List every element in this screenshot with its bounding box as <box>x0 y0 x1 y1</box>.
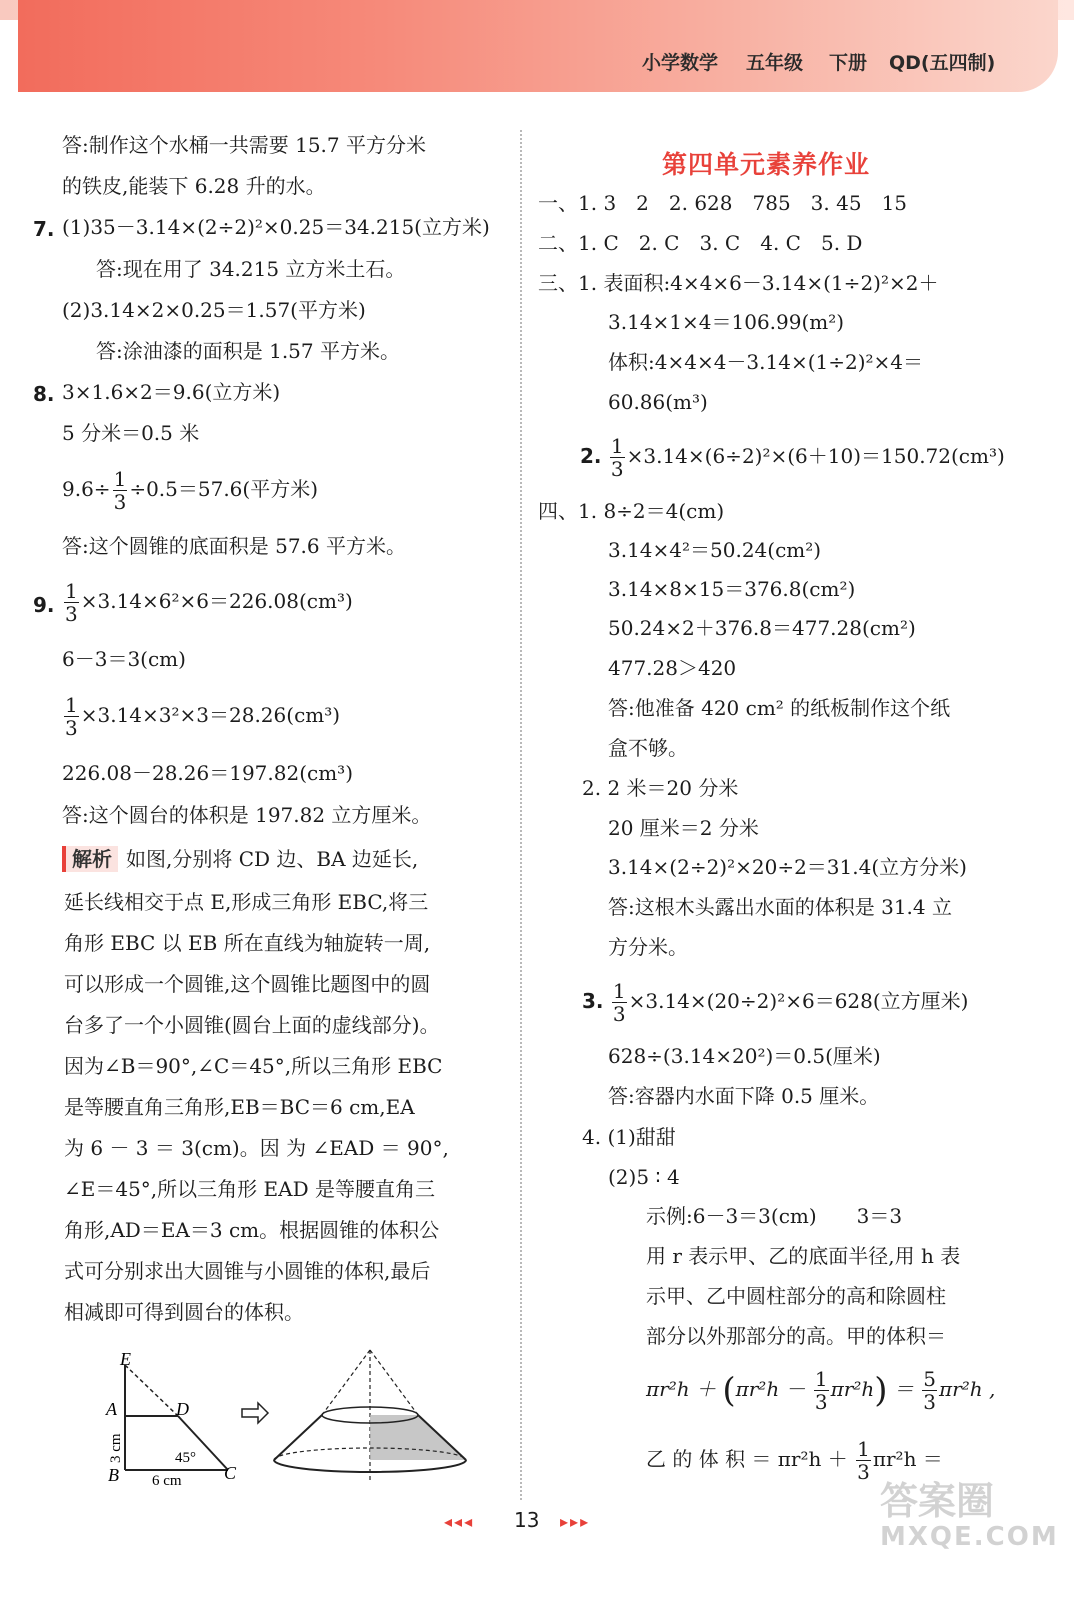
answer-line: 答:这根木头露出水面的体积是 31.4 立 <box>608 895 952 919</box>
label-E: E <box>120 1349 131 1369</box>
label-D: D <box>176 1399 189 1419</box>
next-arrows-icon: ▸▸▸ <box>560 1512 591 1531</box>
header-subject: 小学数学 <box>642 52 719 74</box>
answer-line: 答:制作这个水桶一共需要 15.7 平方分米 <box>62 133 426 157</box>
answer-line: 部分以外那部分的高。甲的体积＝ <box>646 1324 946 1348</box>
column-divider <box>520 130 522 1500</box>
expr-text: ×3.14×6²×6＝226.08(cm³) <box>80 589 353 613</box>
analysis-badge: 解析 <box>62 846 118 872</box>
question-number-7: 7. <box>33 217 55 241</box>
answer-line: 答:这个圆台的体积是 197.82 立方厘米。 <box>62 803 432 827</box>
answer-line: 方分米。 <box>608 935 688 959</box>
analysis-line: 角形,AD＝EA＝3 cm。根据圆锥的体积公 <box>64 1218 440 1242</box>
question-number-8: 8. <box>33 382 55 406</box>
answer-line: 答:容器内水面下降 0.5 厘米。 <box>608 1084 880 1108</box>
answer-line: 答:现在用了 34.215 立方米土石。 <box>96 257 406 281</box>
label-C: C <box>224 1463 237 1483</box>
answer-line-fraction: πr²h ＋ (πr²h － $\frac{1}{3}$ πr²h) ＝ $\frac{5}{3}$ πr²h , <box>646 1367 996 1414</box>
fraction: $\frac{1}{3}$ <box>612 979 626 1026</box>
answer-line: 6－3＝3(cm) <box>62 647 186 671</box>
answer-line: 四、1. 8÷2＝4(cm) <box>538 499 725 523</box>
header-edition: QD(五四制) <box>889 52 996 74</box>
answer-line: 答:这个圆锥的底面积是 57.6 平方米。 <box>62 534 406 558</box>
answer-line-fraction <box>62 690 340 740</box>
fraction: $\frac{5}{3}$ <box>923 1367 936 1414</box>
geometry-figure <box>100 1345 520 1490</box>
label-base: 6 cm <box>152 1473 182 1489</box>
header-volume: 下册 <box>829 52 868 74</box>
analysis-line: 为 6 － 3 ＝ 3(cm)。因 为 ∠EAD ＝ 90°, <box>64 1136 449 1160</box>
answer-line: 477.28＞420 <box>608 656 737 680</box>
answer-line: 5 分米＝0.5 米 <box>62 421 200 445</box>
analysis-line: 式可分别求出大圆锥与小圆锥的体积,最后 <box>64 1259 431 1283</box>
answer-line-fraction <box>62 576 353 626</box>
answer-line: 答:涂油漆的面积是 1.57 平方米。 <box>96 339 400 363</box>
prev-arrows-icon: ◂◂◂ <box>444 1512 475 1531</box>
answer-line: 二、1. C 2. C 3. C 4. C 5. D <box>538 231 863 255</box>
answer-line: 3.14×(2÷2)²×20÷2＝31.4(立方分米) <box>608 855 967 879</box>
label-angle: 45° <box>175 1450 196 1466</box>
fraction: $\frac{1}{3}$ <box>857 1437 870 1484</box>
answer-line: 60.86(m³) <box>608 390 708 414</box>
analysis-line: 是等腰直角三角形,EB＝BC＝6 cm,EA <box>64 1095 415 1119</box>
answer-line: 示甲、乙中圆柱部分的高和除圆柱 <box>646 1284 946 1308</box>
answer-line: 4. (1)甜甜 <box>582 1125 676 1149</box>
header-grade: 五年级 <box>746 52 804 74</box>
answer-line: (2)5 ∶ 4 <box>608 1165 680 1189</box>
answer-line: 三、1. 表面积:4×4×6－3.14×(1÷2)²×2＋ <box>538 271 939 295</box>
answer-line: 3.14×8×15＝376.8(cm²) <box>608 577 856 601</box>
label-side: 3 cm <box>108 1433 124 1463</box>
section-title: 第四单元素养作业 <box>662 150 871 179</box>
analysis-line: 延长线相交于点 E,形成三角形 EBC,将三 <box>64 890 429 914</box>
fraction: $\frac{1}{3}$ <box>610 434 624 481</box>
arrow-right-icon <box>242 1403 268 1423</box>
analysis-line: 台多了一个小圆锥(圆台上面的虚线部分)。 <box>64 1013 440 1037</box>
fraction: $\frac{1}{3}$ <box>814 1367 828 1414</box>
fraction: $\frac{1}{3}$ <box>65 693 78 740</box>
page-number: 13 <box>514 1508 540 1532</box>
answer-line: (2)3.14×2×0.25＝1.57(平方米) <box>62 298 366 322</box>
watermark <box>880 1480 1059 1552</box>
answer-line: 一、1. 3 2 2. 628 785 3. 45 15 <box>538 191 908 215</box>
expr-text: ×3.14×3²×3＝28.26(cm³) <box>80 703 341 727</box>
answer-line-fraction: 2. $\frac{1}{3}$ ×3.14×(6÷2)²×(6＋10)＝150.72(cm³) <box>580 434 1005 481</box>
expr-text: ÷0.5＝57.6(平方米) <box>129 477 319 501</box>
answer-line: 用 r 表示甲、乙的底面半径,用 h 表 <box>646 1244 961 1268</box>
answer-line: 3×1.6×2＝9.6(立方米) <box>62 380 281 404</box>
answer-line: 50.24×2＋376.8＝477.28(cm²) <box>608 616 916 640</box>
label-A: A <box>106 1399 117 1419</box>
fraction: $\frac{1}{3}$ <box>65 579 78 626</box>
watermark-line1: 答案圈 <box>880 1479 995 1523</box>
page-header-band <box>18 0 1058 92</box>
analysis-line: 因为∠B＝90°,∠C＝45°,所以三角形 EBC <box>64 1054 443 1078</box>
analysis-line: ∠E＝45°,所以三角形 EAD 是等腰直角三 <box>64 1177 435 1201</box>
answer-line: 20 厘米＝2 分米 <box>608 816 759 840</box>
answer-line: 盒不够。 <box>608 736 688 760</box>
label-B: B <box>108 1465 119 1485</box>
answer-line: 答:他准备 420 cm² 的纸板制作这个纸 <box>608 696 951 720</box>
answer-line: (1)35－3.14×(2÷2)²×0.25＝34.215(立方米) <box>62 215 490 239</box>
fraction: $\frac{1}{3}$ <box>113 467 127 514</box>
answer-line: 3.14×4²＝50.24(cm²) <box>608 538 822 562</box>
expr-text: 9.6÷ <box>62 477 111 501</box>
watermark-line2: MXQE.COM <box>880 1522 1059 1552</box>
answer-line-fraction: 乙 的 体 积 ＝ πr²h ＋ $\frac{1}{3}$ πr²h ＝ <box>646 1437 943 1484</box>
answer-line: 226.08－28.26＝197.82(cm³) <box>62 761 354 785</box>
answer-line-fraction <box>62 464 318 514</box>
analysis-line: 角形 EBC 以 EB 所在直线为轴旋转一周, <box>64 931 431 955</box>
analysis-line: 可以形成一个圆锥,这个圆锥比题图中的圆 <box>64 972 431 996</box>
answer-line: 3.14×1×4＝106.99(m²) <box>608 310 845 334</box>
answer-line: 2. 2 米＝20 分米 <box>582 776 739 800</box>
analysis-line: 解析 如图,分别将 CD 边、BA 边延长, <box>62 846 418 872</box>
answer-line-fraction: 3. $\frac{1}{3}$ ×3.14×(20÷2)²×6＝628(立方厘米) <box>582 979 969 1026</box>
analysis-line: 相减即可得到圆台的体积。 <box>64 1300 304 1324</box>
answer-line: 示例:6－3＝3(cm) 3＝3 <box>646 1204 903 1228</box>
answer-line: 体积:4×4×4－3.14×(1÷2)²×4＝ <box>608 350 924 374</box>
question-number-9: 9. <box>33 593 55 617</box>
answer-line: 628÷(3.14×20²)＝0.5(厘米) <box>608 1044 881 1068</box>
answer-line: 的铁皮,能装下 6.28 升的水。 <box>62 174 326 198</box>
